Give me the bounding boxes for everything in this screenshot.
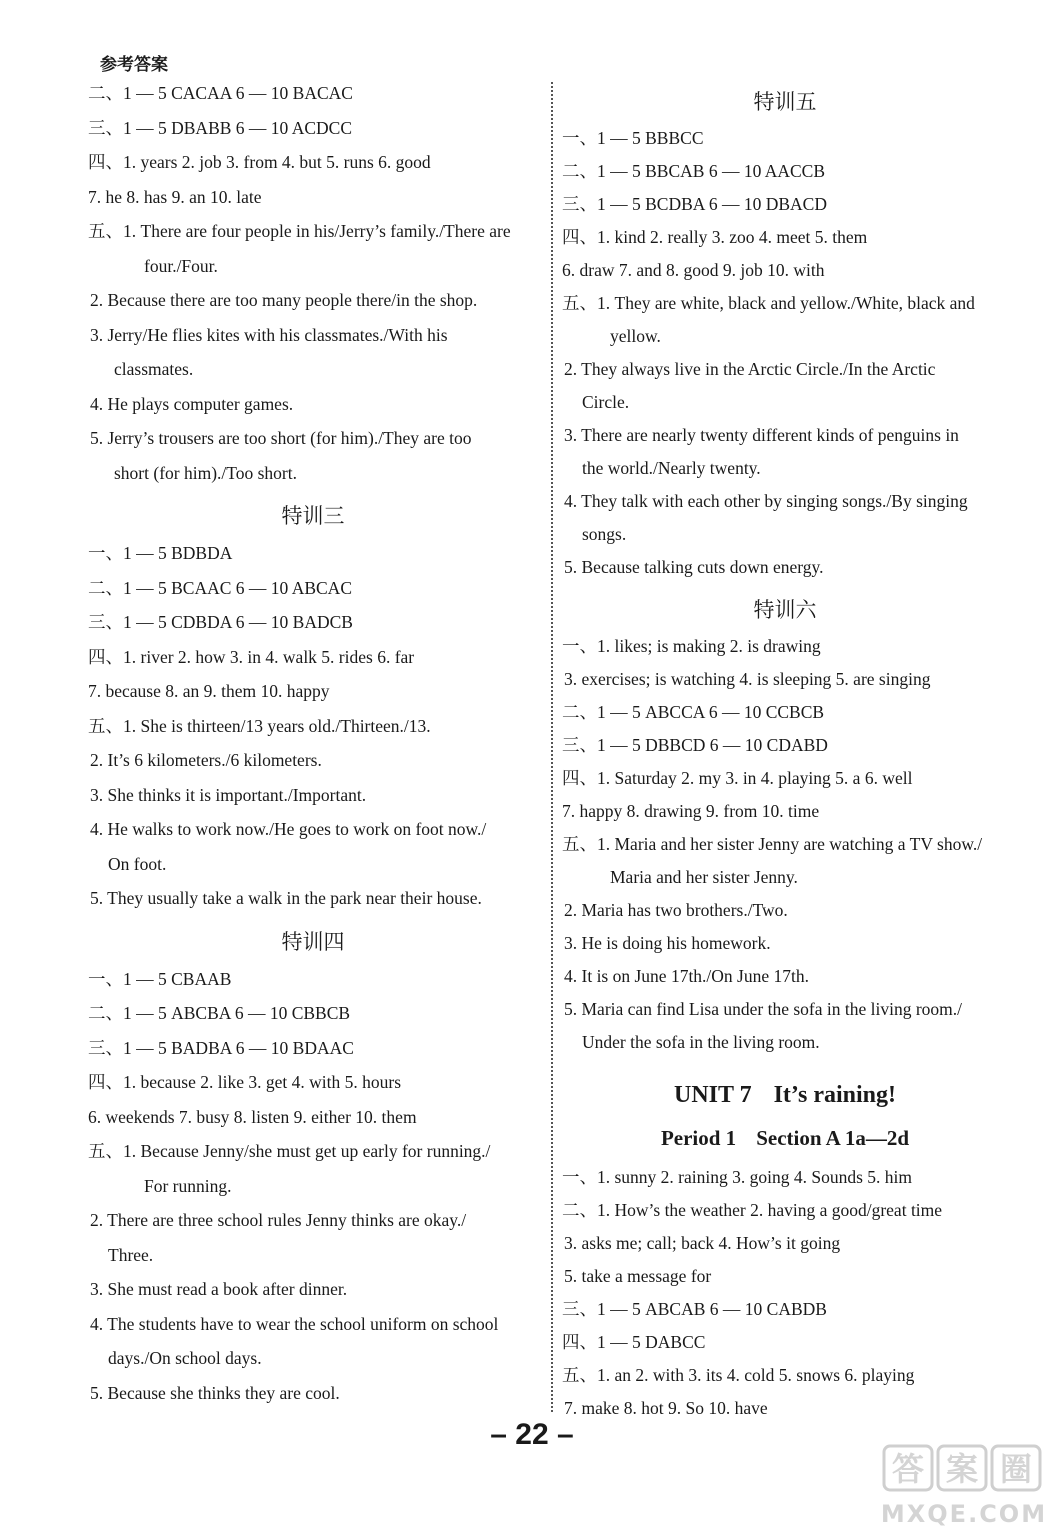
answer-line: 四、1 — 5 DABCC	[562, 1332, 706, 1352]
period-number: Period 1	[660, 1126, 737, 1150]
period-section: Section A 1a—2d	[756, 1126, 910, 1150]
page-number: – 22 –	[490, 1418, 574, 1451]
answer-line: 四、1. kind 2. really 3. zoo 4. meet 5. them	[562, 227, 868, 247]
answer-line: days./On school days.	[108, 1348, 262, 1368]
answer-line: 五、1. She is thirteen/13 years old./Thirteen./13.	[88, 715, 431, 736]
answer-line: 3. She thinks it is important./Important.	[90, 784, 367, 805]
answer-line: For running.	[144, 1175, 232, 1196]
answer-line: 五、1. Maria and her sister Jenny are watching a TV show./	[562, 834, 983, 854]
answer-line: 4. It is on June 17th./On June 17th.	[564, 966, 809, 986]
column-divider	[551, 82, 553, 1412]
answer-line: 一、1 — 5 BDBDA	[88, 543, 233, 563]
answer-line: songs.	[582, 524, 627, 544]
answer-line: 二、1 — 5 BCAAC 6 — 10 ABCAC	[88, 577, 352, 598]
svg-text:答: 答	[891, 1450, 925, 1488]
answer-line: 三、1 — 5 BCDBA 6 — 10 DBACD	[562, 194, 827, 214]
answer-line: 6. draw 7. and 8. good 9. job 10. with	[562, 260, 825, 280]
watermark-logo	[878, 1440, 1048, 1530]
answer-line: 五、1. There are four people in his/Jerry’s family./There are	[88, 221, 511, 241]
answer-line: 4. They talk with each other by singing songs./By singing	[564, 491, 968, 511]
answer-line: On foot.	[108, 853, 167, 874]
answer-line: 2. It’s 6 kilometers./6 kilometers.	[90, 750, 322, 770]
answer-line: 3. exercises; is watching 4. is sleeping 5. are singing	[564, 669, 931, 689]
answer-line: 5. take a message for	[564, 1266, 712, 1286]
answer-line: 一、1 — 5 CBAAB	[88, 968, 232, 989]
answer-line: 3. He is doing his homework.	[564, 933, 771, 953]
right-column	[562, 76, 1008, 1425]
period-title	[562, 1115, 1008, 1161]
answer-line: 3. There are nearly twenty different kinds of penguins in	[564, 425, 959, 445]
answer-line: 三、1 — 5 BADBA 6 — 10 BDAAC	[88, 1037, 354, 1058]
answer-line: Three.	[108, 1244, 154, 1265]
section-title: 特训五	[753, 90, 817, 114]
svg-text:MXQE.COM: MXQE.COM	[880, 1500, 1048, 1528]
svg-text:圈: 圈	[999, 1450, 1033, 1488]
answer-line: 三、1 — 5 DBABB 6 — 10 ACDCC	[88, 117, 352, 138]
answer-line: 二、1 — 5 BBCAB 6 — 10 AACCB	[562, 161, 826, 181]
answer-line: 一、1. likes; is making 2. is drawing	[562, 636, 821, 656]
answer-line: 二、1. How’s the weather 2. having a good/great time	[562, 1200, 943, 1220]
answer-line: 二、1 — 5 CACAA 6 — 10 BACAC	[88, 83, 353, 103]
left-column	[88, 76, 538, 1410]
answer-line: 三、1 — 5 ABCAB 6 — 10 CABDB	[562, 1299, 827, 1319]
answer-line: 5. Jerry’s trousers are too short (for him)./They are too	[90, 428, 472, 448]
svg-text:案: 案	[945, 1450, 979, 1488]
answer-line: 五、1. Because Jenny/she must get up early for running./	[88, 1141, 491, 1161]
answer-line: 三、1 — 5 CDBDA 6 — 10 BADCB	[88, 612, 353, 632]
answer-line: 5. They usually take a walk in the park near their house.	[90, 888, 482, 908]
answer-line: classmates.	[114, 359, 194, 379]
unit-name: It’s raining!	[773, 1082, 897, 1108]
answer-line: 6. weekends 7. busy 8. listen 9. either 10. them	[88, 1106, 417, 1127]
answer-line: 4. He walks to work now./He goes to work on foot now./	[90, 819, 487, 839]
section-title: 特训六	[753, 598, 817, 622]
answer-line: 一、1 — 5 BBBCC	[562, 128, 704, 148]
answer-line: 四、1. Saturday 2. my 3. in 4. playing 5. a 6. well	[562, 768, 913, 788]
answer-line: 四、1. river 2. how 3. in 4. walk 5. rides 6. far	[88, 646, 415, 667]
unit-number: UNIT 7	[673, 1082, 752, 1108]
answer-line: Under the sofa in the living room.	[582, 1032, 820, 1052]
answer-line: 5. Because talking cuts down energy.	[564, 557, 824, 577]
answer-line: four./Four.	[144, 255, 218, 276]
answer-line: 7. make 8. hot 9. So 10. have	[564, 1398, 768, 1418]
answer-line: 三、1 — 5 DBBCD 6 — 10 CDABD	[562, 735, 828, 755]
section-title: 特训三	[281, 504, 345, 528]
answer-line: 一、1. sunny 2. raining 3. going 4. Sounds 5. him	[562, 1167, 913, 1187]
unit-title	[562, 1059, 1008, 1115]
answer-line: 3. She must read a book after dinner.	[90, 1279, 348, 1299]
answer-line: short (for him)./Too short.	[114, 462, 297, 483]
answer-line: 7. happy 8. drawing 9. from 10. time	[562, 801, 820, 821]
answer-line: 2. Maria has two brothers./Two.	[564, 900, 788, 920]
answer-line: 四、1. because 2. like 3. get 4. with 5. hours	[88, 1072, 402, 1092]
answer-line: 7. because 8. an 9. them 10. happy	[88, 681, 330, 701]
answer-line: 3. Jerry/He flies kites with his classmates./With his	[90, 324, 448, 345]
answer-line: 二、1 — 5 ABCBA 6 — 10 CBBCB	[88, 1003, 351, 1023]
answer-line: 四、1. years 2. job 3. from 4. but 5. runs 6. good	[88, 152, 431, 172]
answer-line: 4. He plays computer games.	[90, 393, 294, 414]
answer-line: 2. Because there are too many people there/in the shop.	[90, 290, 478, 310]
answer-line: Maria and her sister Jenny.	[610, 867, 798, 887]
section-title: 特训四	[281, 929, 345, 954]
answer-line: 二、1 — 5 ABCCA 6 — 10 CCBCB	[562, 702, 825, 722]
answer-line: 2. They always live in the Arctic Circle./In the Arctic	[564, 359, 936, 379]
answer-line: 五、1. an 2. with 3. its 4. cold 5. snows 6. playing	[562, 1365, 915, 1385]
answer-line: Circle.	[582, 392, 630, 412]
page-header: 参考答案	[100, 55, 168, 75]
answer-line: 5. Maria can find Lisa under the sofa in the living room./	[564, 999, 963, 1019]
answer-line: 五、1. They are white, black and yellow./White, black and	[562, 293, 975, 313]
answer-line: yellow.	[610, 326, 661, 346]
answer-line: the world./Nearly twenty.	[582, 458, 761, 478]
answer-line: 5. Because she thinks they are cool.	[90, 1382, 340, 1403]
answer-line: 7. he 8. has 9. an 10. late	[88, 186, 262, 207]
answer-line: 3. asks me; call; back 4. How’s it going	[564, 1233, 841, 1253]
answer-line: 2. There are three school rules Jenny thinks are okay./	[90, 1210, 467, 1230]
answer-line: 4. The students have to wear the school uniform on school	[90, 1313, 499, 1334]
